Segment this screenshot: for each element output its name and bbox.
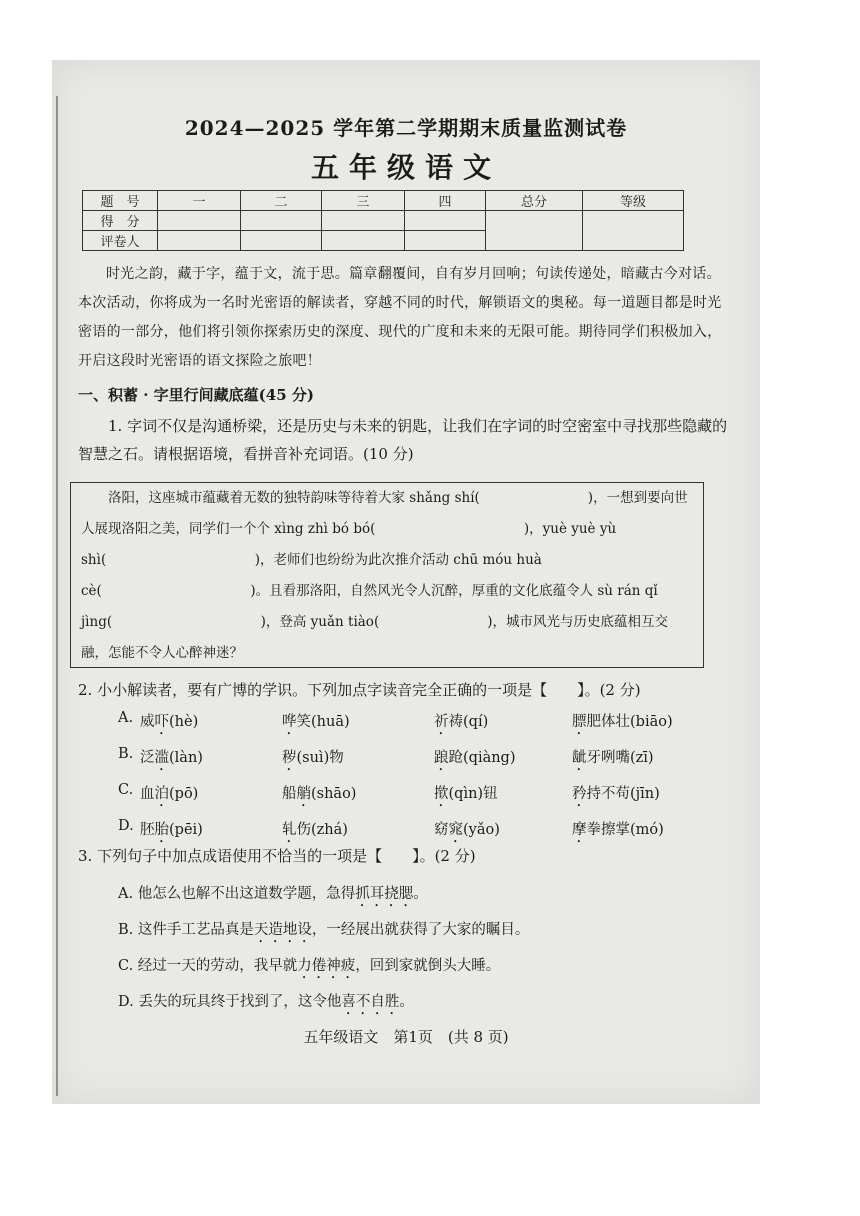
question-3-option-d[interactable] [118,990,414,1018]
option-text: 。 [413,886,428,902]
score-table-header-4: 四 [405,191,486,211]
idiom-marked: 抓耳挠腮 [355,886,414,902]
char-marked: 矜 [572,786,587,802]
word-reading: 肥体壮(biāo) [586,714,673,730]
score-cell[interactable] [158,211,241,231]
idiom-marked: 力倦神疲 [297,958,356,974]
question-2-option-label[interactable]: C. [118,782,134,798]
word-plain: 窈 [434,822,449,838]
question-2-word [572,710,673,738]
question-3-stem: 3. 下列句子中加点成语使用不恰当的一项是【 】。(2 分) [78,847,476,865]
score-cell[interactable] [405,211,486,231]
word-plain: 船 [282,786,297,802]
option-text: A. 他怎么也解不出这道数学题，急得 [118,886,356,902]
option-text: D. 丢失的玩具终于找到了，这令他 [118,994,342,1010]
word-plain: 胚 [140,822,155,838]
question-1-stem: 1. 字词不仅是沟通桥梁，还是历史与未来的钥匙，让我们在字词的时空密室中寻找那些隐藏的智慧之石。请根据语境，看拼音补充词语。(10 分) [78,417,728,463]
word-reading: 祷(qí) [448,714,489,730]
question-2-stem: 2. 小小解读者，要有广博的学识。下列加点字读音完全正确的一项是【 】。(2 分) [78,681,641,699]
word-reading: (làn) [169,750,203,766]
question-3-option-c[interactable] [118,954,500,982]
char-marked: 膘 [572,714,587,730]
idiom-marked: 喜不自胜 [341,994,400,1010]
question-2-word [140,746,203,774]
question-2-word [572,746,654,774]
char-marked: 秽 [282,750,297,766]
question-2-word [282,782,356,810]
exam-title: 2024—2025 学年第二学期期末质量监测试卷 [184,116,628,140]
word-reading: 笑(huā) [296,714,350,730]
question-3-option-b[interactable] [118,918,529,946]
question-2-option-label[interactable]: B. [118,746,134,762]
word-reading: (pēi) [169,822,203,838]
score-table-header-grade: 等级 [583,191,684,211]
word-plain: 泛 [140,750,155,766]
option-text: ，一经展出就获得了大家的瞩目。 [311,922,530,938]
word-reading: 跄(qiàng) [448,750,516,766]
char-marked: 胎 [154,822,169,838]
word-reading: (pō) [169,786,199,802]
char-marked: 滥 [154,750,169,766]
option-text: 。 [399,994,414,1010]
char-marked: 揿 [434,786,449,802]
option-text: ，回到家就倒头大睡。 [355,958,501,974]
char-marked: 轧 [282,822,297,838]
question-1-passage-box [70,482,704,668]
score-table-header-1: 一 [158,191,241,211]
score-table-header-3: 三 [322,191,405,211]
char-marked: 窕 [448,822,463,838]
score-table-header-total: 总分 [486,191,583,211]
score-row-label: 得 分 [83,211,158,231]
question-2-word [434,710,488,738]
char-marked: 泊 [154,786,169,802]
grader-row-label: 评卷人 [83,231,158,251]
option-text: B. 这件手工艺品真是 [118,922,254,938]
word-reading: (hè) [169,714,199,730]
word-plain: 血 [140,786,155,802]
char-marked: 龇 [572,750,587,766]
word-reading: 伤(zhá) [296,822,348,838]
char-marked: 哗 [282,714,297,730]
word-reading: 持不苟(jīn) [586,786,660,802]
exam-paper [52,60,760,1104]
grader-cell[interactable] [241,231,322,251]
exam-subject: 五年级语文 [310,151,501,184]
page-footer: 五年级语文 第1页 (共 8 页) [303,1028,509,1046]
question-2-word [140,710,198,738]
word-reading: (shāo) [311,786,357,802]
word-reading: 牙咧嘴(zī) [586,750,654,766]
intro-paragraph: 时光之韵，藏于字，蕴于文，流于思。篇章翻覆间，自有岁月回响；句读传递处，暗藏古今对话。本次活动，你将成为一名时光密语的解读者，穿越不同的时代，解锁语文的奥秘。每一道题目都是时光密语的一部分，他们将引领你探索历史的深度、现代的广度和未来的无限可能。期待同学们积极加入，开启这段时光密语的语文探险之旅吧！ [78,266,722,369]
grader-cell[interactable] [405,231,486,251]
question-2-word [572,782,660,810]
question-2-word [572,818,664,846]
question-2-word [434,746,516,774]
word-reading: 拳擦掌(mó) [586,822,664,838]
question-2-word [434,782,498,810]
question-2-word [140,782,198,810]
page-edge-shadow [56,96,58,1096]
char-marked: 艄 [296,786,311,802]
score-table-header-label: 题 号 [83,191,158,211]
grader-cell[interactable] [158,231,241,251]
word-reading: (yǎo) [463,822,500,838]
grader-cell[interactable] [322,231,405,251]
score-table [82,190,684,251]
word-plain: 威 [140,714,155,730]
grade-cell[interactable] [583,211,684,251]
char-marked: 祈 [434,714,449,730]
option-text: C. 经过一天的劳动，我早就 [118,958,298,974]
section-1-heading: 一、积蓄 · 字里行间藏底蕴(45 分) [78,386,314,404]
score-cell[interactable] [322,211,405,231]
score-cell[interactable] [241,211,322,231]
question-1-passage: 洛阳，这座城市蕴藏着无数的独特韵味等待着大家 shǎng shí( )，一想到要向世人展现洛阳之美，同学们一个个 xìng zhì bó bó( )，yuè yuè yù shì( )，老师们也纷纷为此次推介活动 chū móu huà cè( )。且看那洛阳，自然风光令人沉醉，厚重的文化底蕴令人 sù rán qǐ jìng( )，登高 yuǎn tiào( )，城市风光与历史底蕴相互交融，怎能不令人心醉神迷？ [81,490,688,661]
word-reading: (suì)物 [296,750,344,766]
question-2-option-label[interactable]: D. [118,818,134,834]
question-2-word [282,710,350,738]
idiom-marked: 天造地设 [253,922,312,938]
char-marked: 摩 [572,822,587,838]
char-marked: 吓 [154,714,169,730]
score-table-header-2: 二 [241,191,322,211]
total-score-cell[interactable] [486,211,583,251]
question-2-word [282,746,344,774]
question-3-option-a[interactable] [118,882,428,910]
word-reading: (qìn)钮 [448,786,498,802]
question-2-option-label[interactable]: A. [118,710,134,726]
char-marked: 踉 [434,750,449,766]
